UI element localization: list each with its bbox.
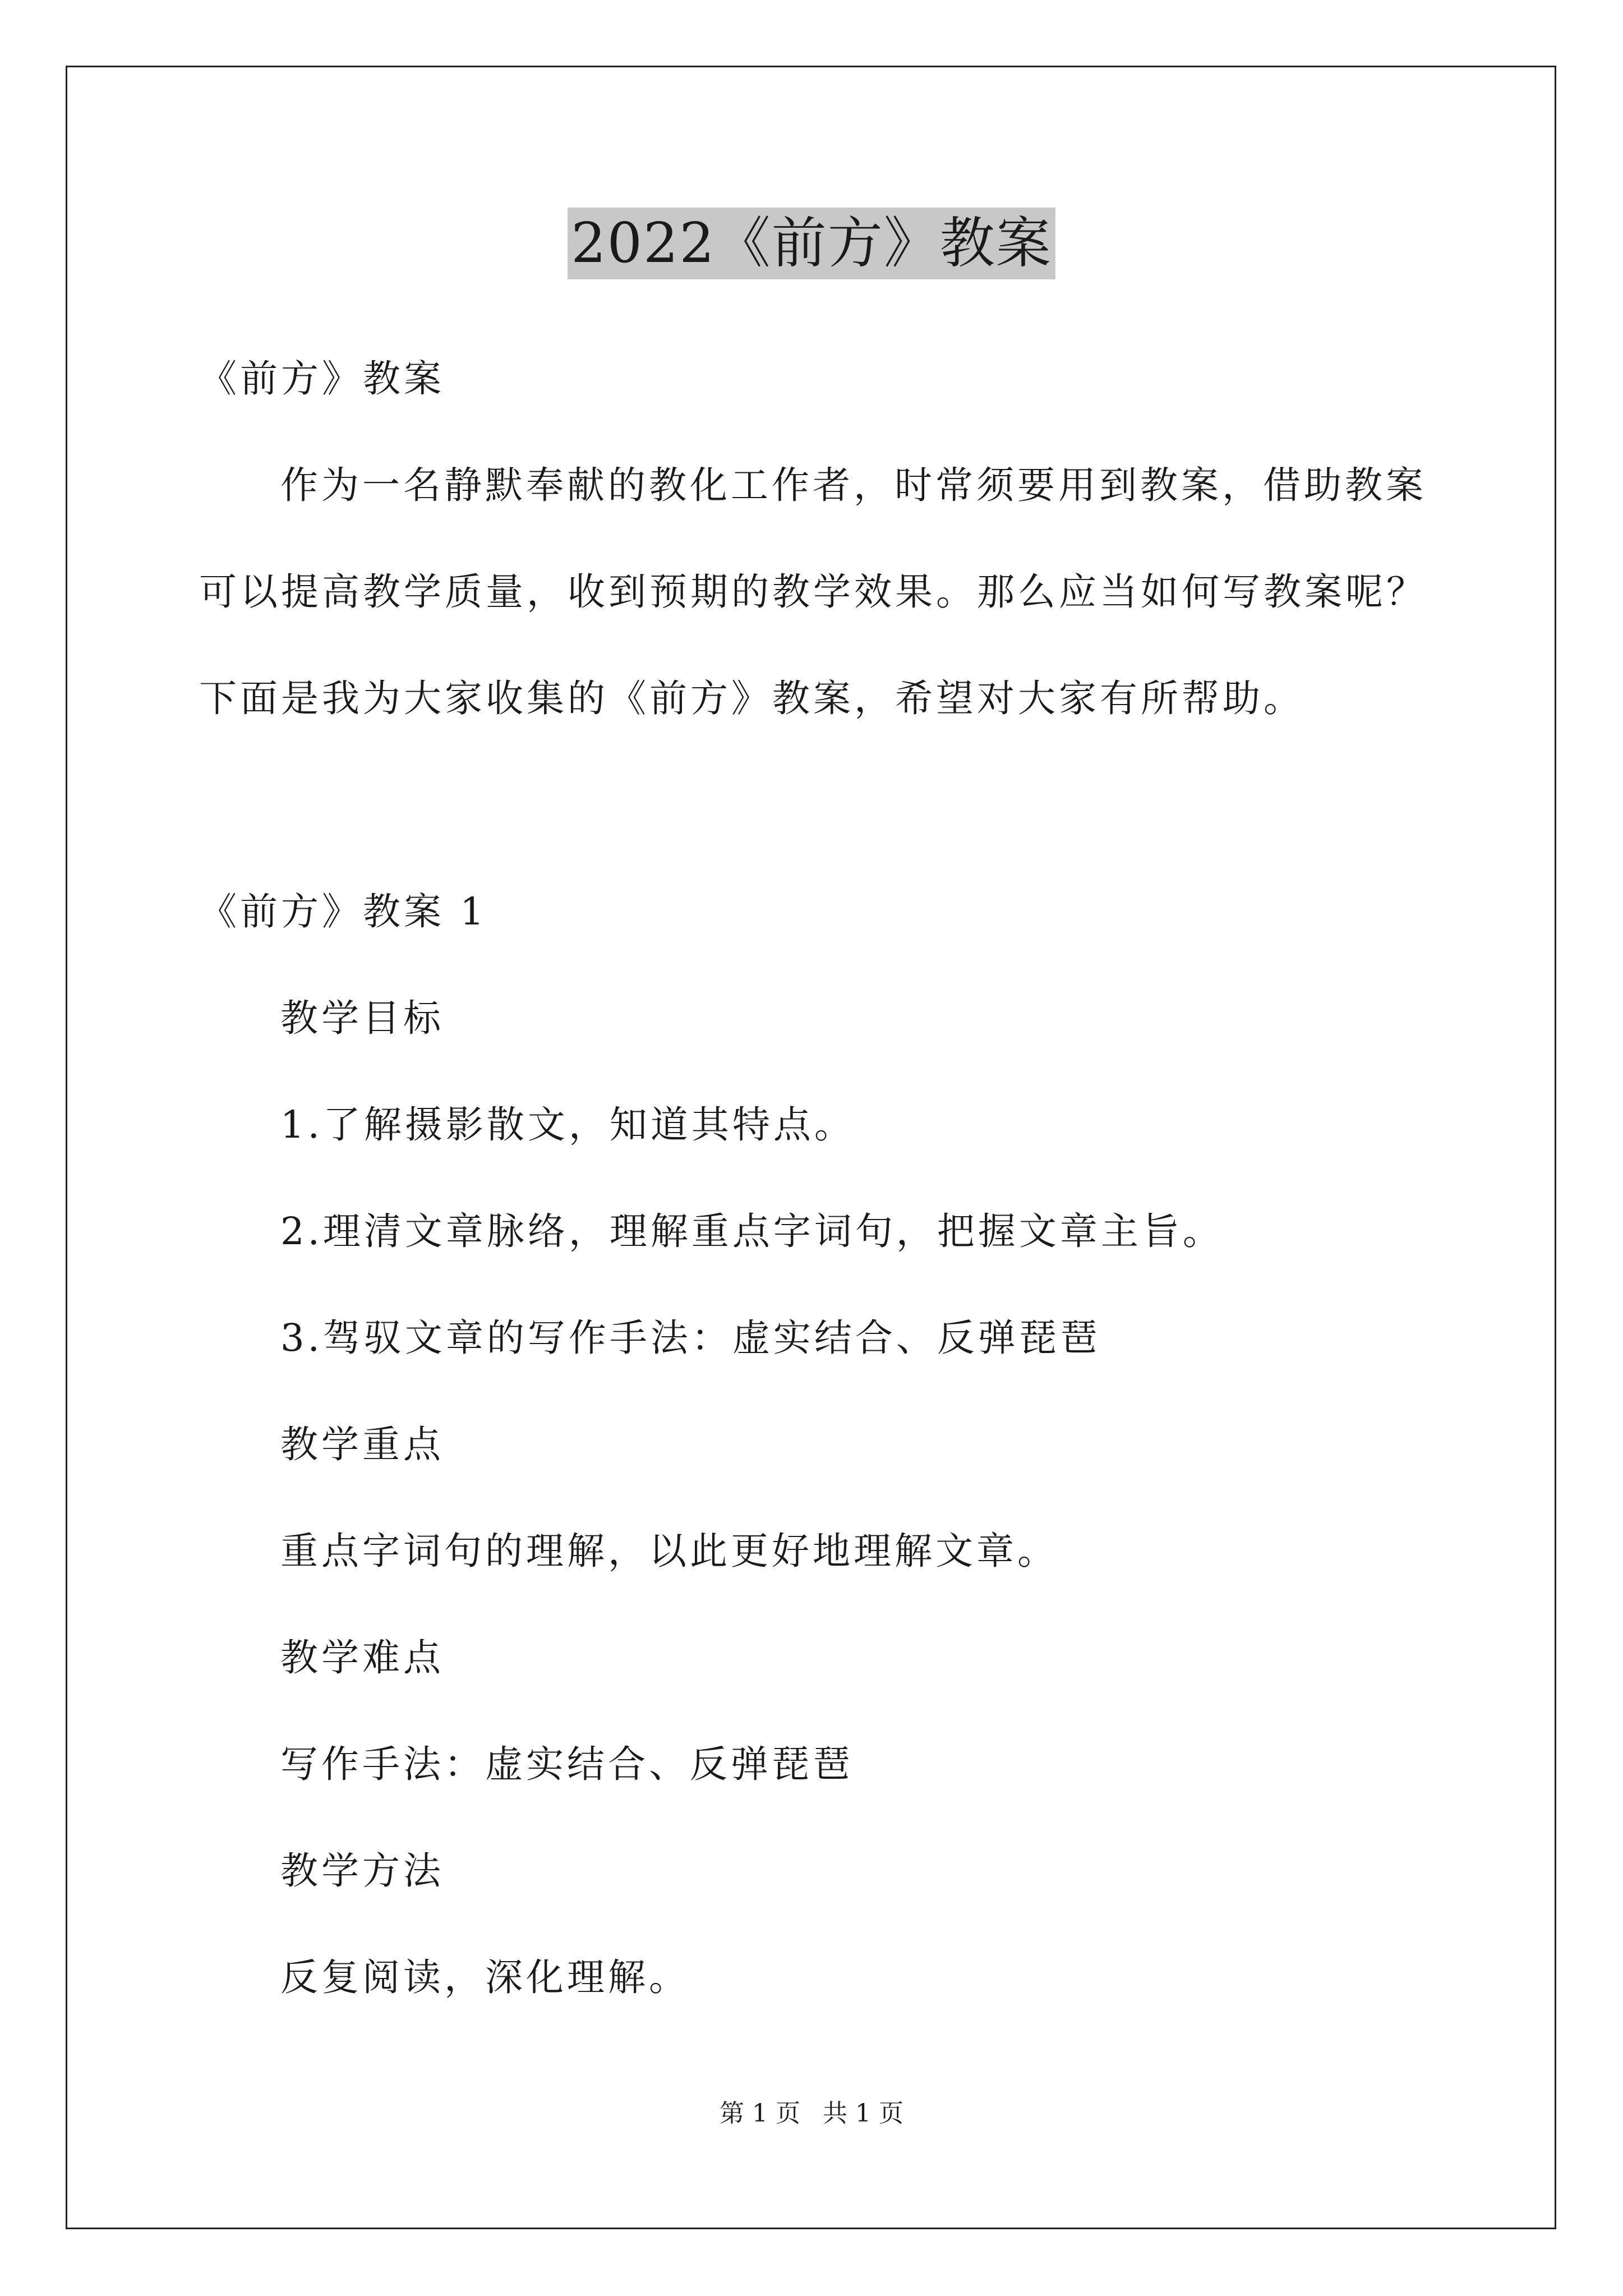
intro-paragraph-line: 作为一名静默奉献的教化工作者，时常须要用到教案，借助教案 — [280, 463, 1427, 507]
paragraph: 写作手法：虚实结合、反弹琵琶 — [280, 1742, 854, 1786]
paragraph: 反复阅读，深化理解。 — [280, 1955, 690, 1999]
page-number: 第 1 页 — [720, 2099, 800, 2128]
subheading: 教学重点 — [280, 1423, 444, 1466]
intro-paragraph-line: 下面是我为大家收集的《前方》教案，希望对大家有所帮助。 — [199, 677, 1304, 720]
list-item: 2.理清文章脉络，理解重点字词句，把握文章主旨。 — [280, 1209, 1224, 1253]
subheading: 教学方法 — [280, 1849, 444, 1893]
subheading: 教学难点 — [280, 1636, 444, 1680]
paragraph: 重点字词句的理解，以此更好地理解文章。 — [280, 1529, 1058, 1573]
page-footer — [0, 2097, 1623, 2131]
title-block — [0, 208, 1623, 279]
page-total: 共 1 页 — [823, 2099, 903, 2128]
list-item: 3.驾驭文章的写作手法：虚实结合、反弹琵琶 — [280, 1316, 1101, 1360]
list-item: 1.了解摄影散文，知道其特点。 — [280, 1103, 855, 1147]
subheading: 教学目标 — [280, 996, 444, 1040]
section-heading: 《前方》教案 1 — [199, 890, 487, 933]
intro-paragraph-line: 可以提高教学质量，收到预期的教学效果。那么应当如何写教案呢？ — [199, 570, 1427, 614]
section-heading: 《前方》教案 — [199, 357, 445, 401]
document-title: 2022《前方》教案 — [568, 208, 1055, 279]
